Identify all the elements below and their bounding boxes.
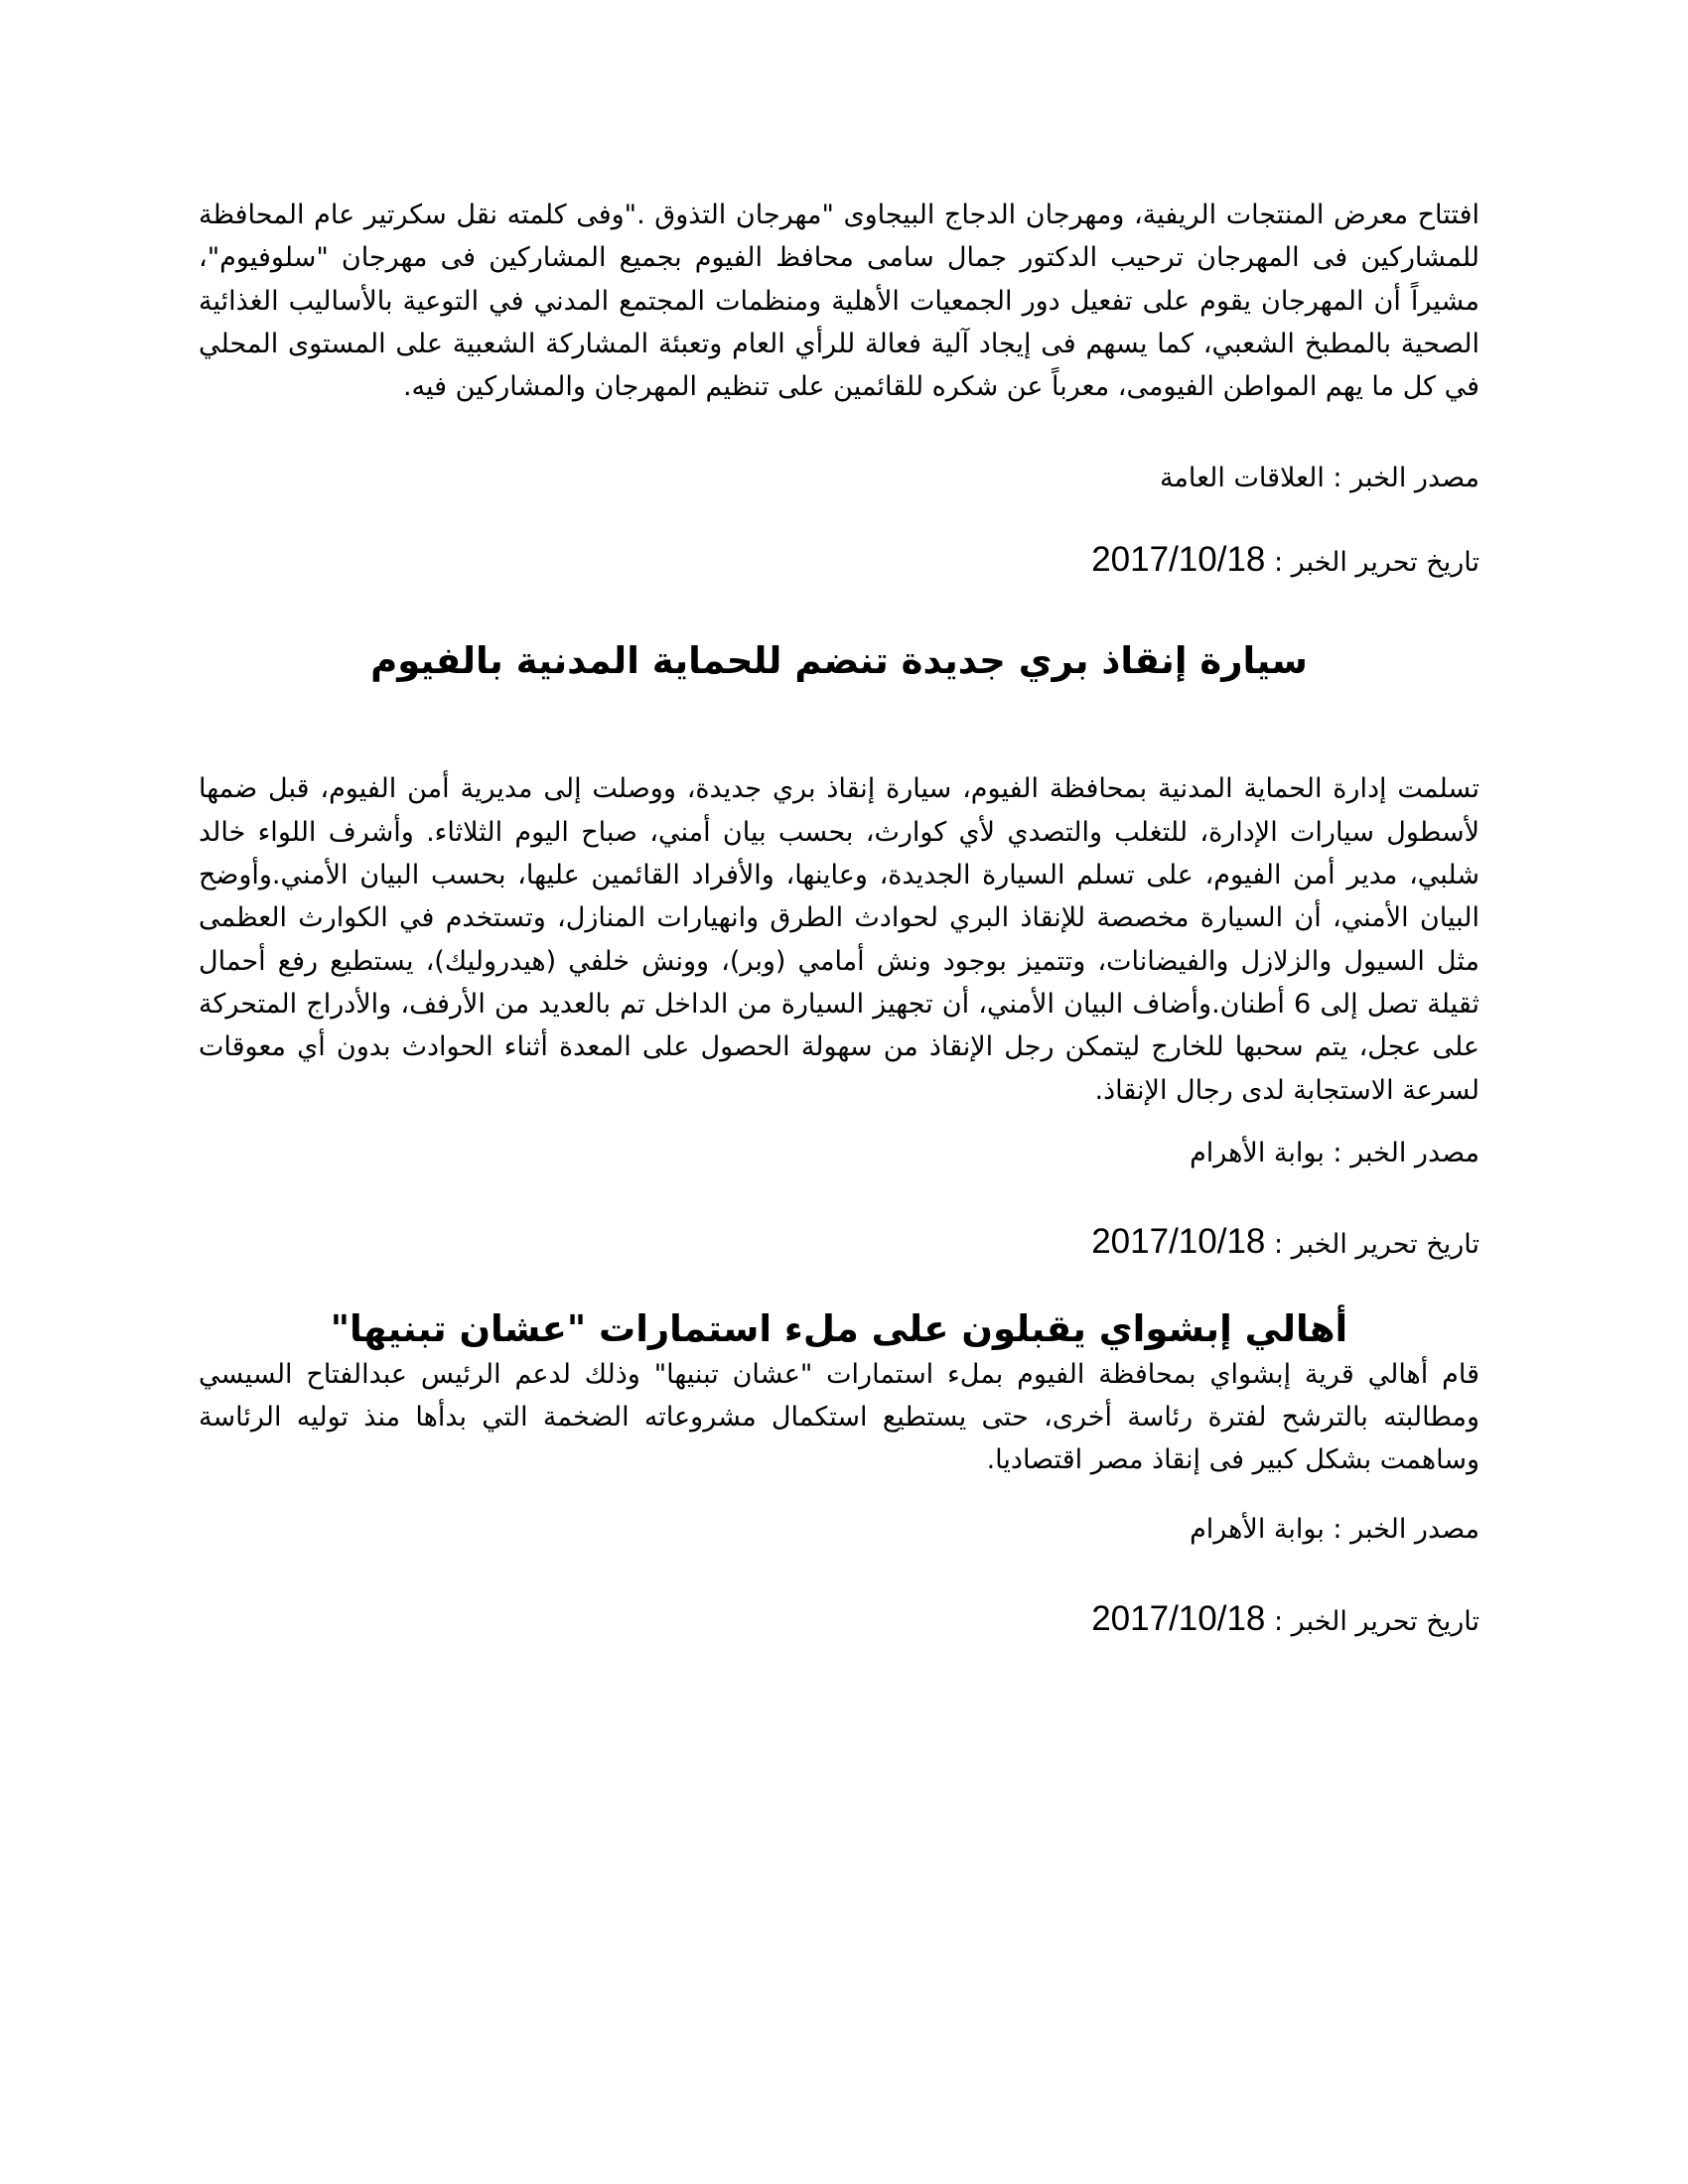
news-date-label: تاريخ تحرير الخبر : bbox=[1273, 547, 1479, 579]
news-date bbox=[199, 1599, 1479, 1642]
news-source: مصدر الخبر : بوابة الأهرام bbox=[1190, 1137, 1479, 1168]
news-date bbox=[199, 540, 1479, 583]
news-date bbox=[199, 1222, 1479, 1265]
news-source: مصدر الخبر : بوابة الأهرام bbox=[1190, 1513, 1479, 1545]
news-date-value: 2017/10/18 bbox=[1091, 1598, 1266, 1638]
news-date-label: تاريخ تحرير الخبر : bbox=[1273, 1228, 1479, 1260]
news-date-value: 2017/10/18 bbox=[1091, 1221, 1266, 1261]
article-title: سيارة إنقاذ بري جديدة تنضم للحماية المدنية بالفيوم bbox=[370, 639, 1308, 683]
intro-paragraph: افتتاح معرض المنتجات الريفية، ومهرجان الدجاج البيجاوى "مهرجان التذوق ."وفى كلمته نقل سكرتير عام المحافظة للمشاركين فى المهرجان ترحيب الدكتور جمال سامى محافظ الفيوم بجميع المشاركين فى مهرجان "سلوفيوم"، مشيراً أن المهرجان يقوم على تفعيل دور الجمعيات الأهلية ومنظمات المجتمع المدني في التوعية بالأساليب الغذائية الصحية بالمطبخ الشعبي، كما يسهم فى إيجاد آلية فعالة للرأي العام وتعبئة المشاركة الشعبية على المستوى المحلي في كل ما يهم المواطن الفيومى، معرباً عن شكره للقائمين على تنظيم المهرجان والمشاركين فيه. bbox=[199, 200, 1479, 403]
document-page bbox=[199, 194, 1479, 1642]
news-date-value: 2017/10/18 bbox=[1091, 540, 1266, 580]
article-body: قام أهالي قرية إبشواي بمحافظة الفيوم بملء استمارات "عشان تبنيها" وذلك لدعم الرئيس عبدالفتاح السيسي ومطالبته بالترشح لفترة رئاسة أخرى، حتى يستطيع استكمال مشروعاته الضخمة التي بدأها منذ توليه الرئاسة وساهمت بشكل كبير فى إنقاذ مصر اقتصاديا. bbox=[199, 1358, 1479, 1476]
article-body: تسلمت إدارة الحماية المدنية بمحافظة الفيوم، سيارة إنقاذ بري جديدة، ووصلت إلى مديرية أمن الفيوم، قبل ضمها لأسطول سيارات الإدارة، للتغلب والتصدي لأي كوارث، بحسب بيان أمني، صباح اليوم الثلاثاء. وأشرف اللواء خالد شلبي، مدير أمن الفيوم، على تسلم السيارة الجديدة، وعاينها، والأفراد القائمين عليها، بحسب البيان الأمني.وأوضح البيان الأمني، أن السيارة مخصصة للإنقاذ البري لحوادث الطرق وانهيارات المنازل، وتستخدم في الكوارث العظمى مثل السيول والزلازل والفيضانات، وتتميز بوجود ونش أمامي (وبر)، وونش خلفي (هيدروليك)، يستطيع رفع أحمال ثقيلة تصل إلى 6 أطنان.وأضاف البيان الأمني، أن تجهيز السيارة من الداخل تم بالعديد من الأرفف، والأدراج المتحركة على عجل، يتم سحبها للخارج ليتمكن رجل الإنقاذ من سهولة الحصول على المعدة أثناء الحوادث بدون أي معوقات لسرعة الاستجابة لدى رجال الإنقاذ. bbox=[199, 773, 1480, 1106]
news-date-label: تاريخ تحرير الخبر : bbox=[1273, 1605, 1479, 1637]
article-title: أهالي إبشواي يقبلون على ملء استمارات "عشان تبنيها" bbox=[330, 1306, 1348, 1350]
news-source: مصدر الخبر : العلاقات العامة bbox=[1159, 463, 1479, 494]
